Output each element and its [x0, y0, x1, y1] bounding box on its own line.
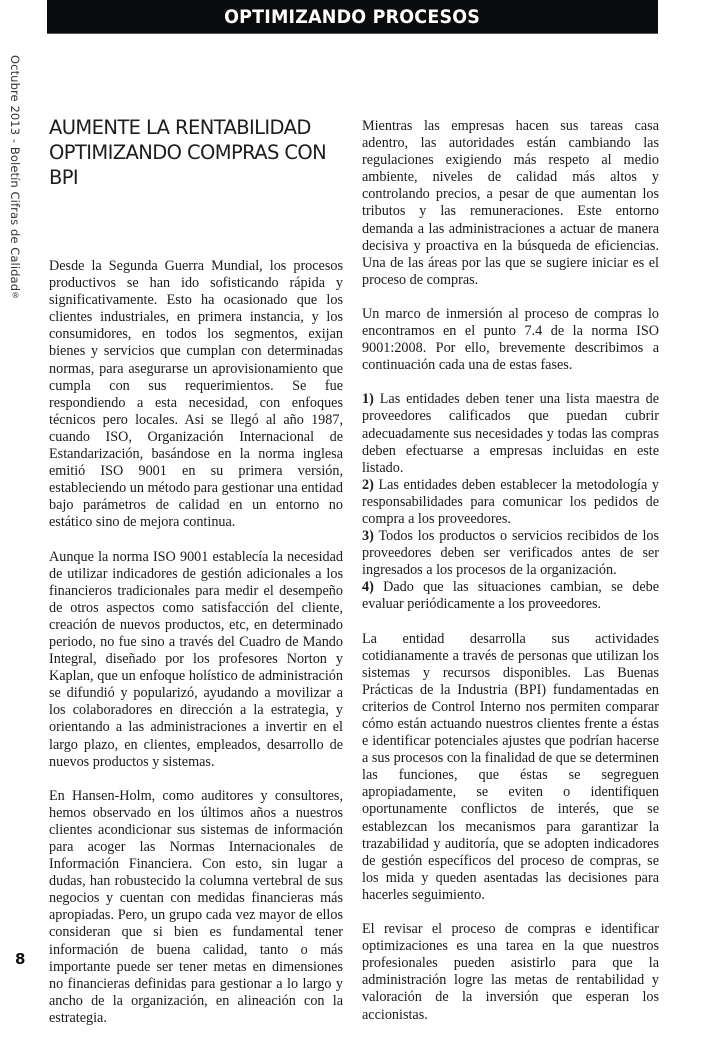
phase-item-2: [362, 477, 659, 528]
right-column: [362, 118, 659, 1041]
article-title: AUMENTE LA RENTABILIDAD OPTIMIZANDO COMPRAS CON BPI: [49, 116, 327, 189]
paragraph: Un marco de inmersión al proceso de compras lo encontramos en el punto 7.4 de la norma ISO 9001:2008. Por ello, brevemente describimos a continuación cada una de estas fases.: [362, 305, 659, 374]
phase-item-4: [362, 579, 659, 613]
paragraph: Aunque la norma ISO 9001 establecía la necesidad de utilizar indicadores de gestión adicionales a los financieros tradicionales para medir el desempeño de otros aspectos como satisfacción del cliente, creación de nuevos productos, etc, en determinado periodo, no fue sino a través del Cuadro de Mando Integral, diseñado por los profesores Norton y Kaplan, que un enfoque holístico de administración se difundió y popularizó, ayudando a movilizar a los colaboradores en dirección a la estrategia, y orientando a las administraciones a invertir en el largo plazo, en clientes, empleados, desarrollo de nuevos productos y sistemas.: [49, 548, 343, 770]
phase-number: 1): [362, 391, 374, 408]
issue-label-text: Octubre 2013 - Boletín Cifras de Calidad: [8, 55, 22, 292]
phase-item-3: [362, 528, 659, 579]
paragraph: En Hansen-Holm, como auditores y consultores, hemos observado en los últimos años a nuestros clientes acondicionar sus sistemas de información para acoger las Normas Internacionales de Información Financiera. Con esto, sin lugar a dudas, han robustecido la columna vertebral de sus negocios y cuentan con medidas financieras más apropiadas. Pero, un grupo cada vez mayor de ellos consideran que si bien es fundamental tener información de buena calidad, tanto o más importante puede ser tener metas en dimensiones no financieras definidas para gestionar a lo largo y ancho de la organización, en alineación con la estrategia.: [49, 787, 343, 1026]
paragraph: La entidad desarrolla sus actividades cotidianamente a través de personas que utilizan los sistemas y recursos disponibles. Las Buenas Prácticas de la Industria (BPI) fundamentadas en criterios de Control Interno nos permiten comparar cómo están actuando nuestros clientes frente a éstas e identificar potenciales ajustes que podrían hacerse a sus procesos con la finalidad de que se determinen las funciones, que éstas se segreguen apropiadamente, se eviten o identifiquen oportunamente conflictos de interés, que se establezcan los mecanismos para garantizar la trazabilidad y auditoría, que se adopten indicadores de gestión específicos del proceso de compras, se los mida y queden asentadas las decisiones para hacerles seguimiento.: [362, 630, 659, 903]
phase-text: Dado que las situaciones cambian, se debe evaluar periódicamente a los proveedores.: [362, 579, 660, 613]
paragraph: El revisar el proceso de compras e identificar optimizaciones es una tarea en la que nuestros profesionales pueden asistirlo para que la administración logre las metas de rentabilidad y valoración de la inversión que esperan los accionistas.: [362, 921, 659, 1023]
phase-number: 3): [362, 528, 374, 545]
phase-item-1: [362, 391, 659, 476]
page-number: 8: [15, 950, 26, 968]
phase-number: 4): [362, 579, 374, 596]
paragraph: Mientras las empresas hacen sus tareas casa adentro, las autoridades están cambiando las regulaciones exigiendo más respeto al medio ambiente, niveles de calidad más altos y controlando precios, a pesar de que aumentan los tributos y las remuneraciones. Este entorno demanda a las administraciones a actuar de manera decisiva y proactiva en la búsqueda de eficiencias. Una de las áreas por las que se sugiere iniciar es el proceso de compras.: [362, 118, 659, 288]
registered-mark: ®: [11, 291, 20, 301]
paragraph: Desde la Segunda Guerra Mundial, los procesos productivos se han ido sofisticando rápida y significativamente. Esto ha ocasionado que los clientes industriales, en primera instancia, y los consumidores, en todos los segmentos, exijan bienes y servicios que cumplan con determinadas normas, para asegurarse un aprovisionamiento que cumpla con sus requerimientos. Se fue respondiendo a esta necesidad, con enfoques técnicos pero locales. Asi se llegó al año 1987, cuando ISO, Organización Internacional de Estandarización, basándose en la norma inglesa emitió ISO 9001 en su primera versión, estableciendo un método para gestionar una entidad bajo parámetros de calidad en un entorno no estático sino de mejora continua.: [49, 258, 343, 531]
section-title: OPTIMIZANDO PROCESOS: [224, 5, 481, 28]
section-header-bar: [47, 0, 658, 34]
phase-number: 2): [362, 476, 374, 493]
issue-label: [8, 55, 22, 300]
left-column: [49, 115, 343, 1044]
phase-text: Las entidades deben establecer la metodología y responsabilidades para comunicar los pedidos de compra a los proveedores.: [362, 476, 659, 527]
phase-text: Las entidades deben tener una lista maestra de proveedores calificados que puedan cubrir adecuadamente sus necesidades y todas las compras deben efectuarse a empresas incluidas en este listado.: [362, 391, 659, 476]
phase-text: Todos los productos o servicios recibidos de los proveedores deben ser verificados antes de ser ingresados a los procesos de la organización.: [362, 528, 660, 579]
